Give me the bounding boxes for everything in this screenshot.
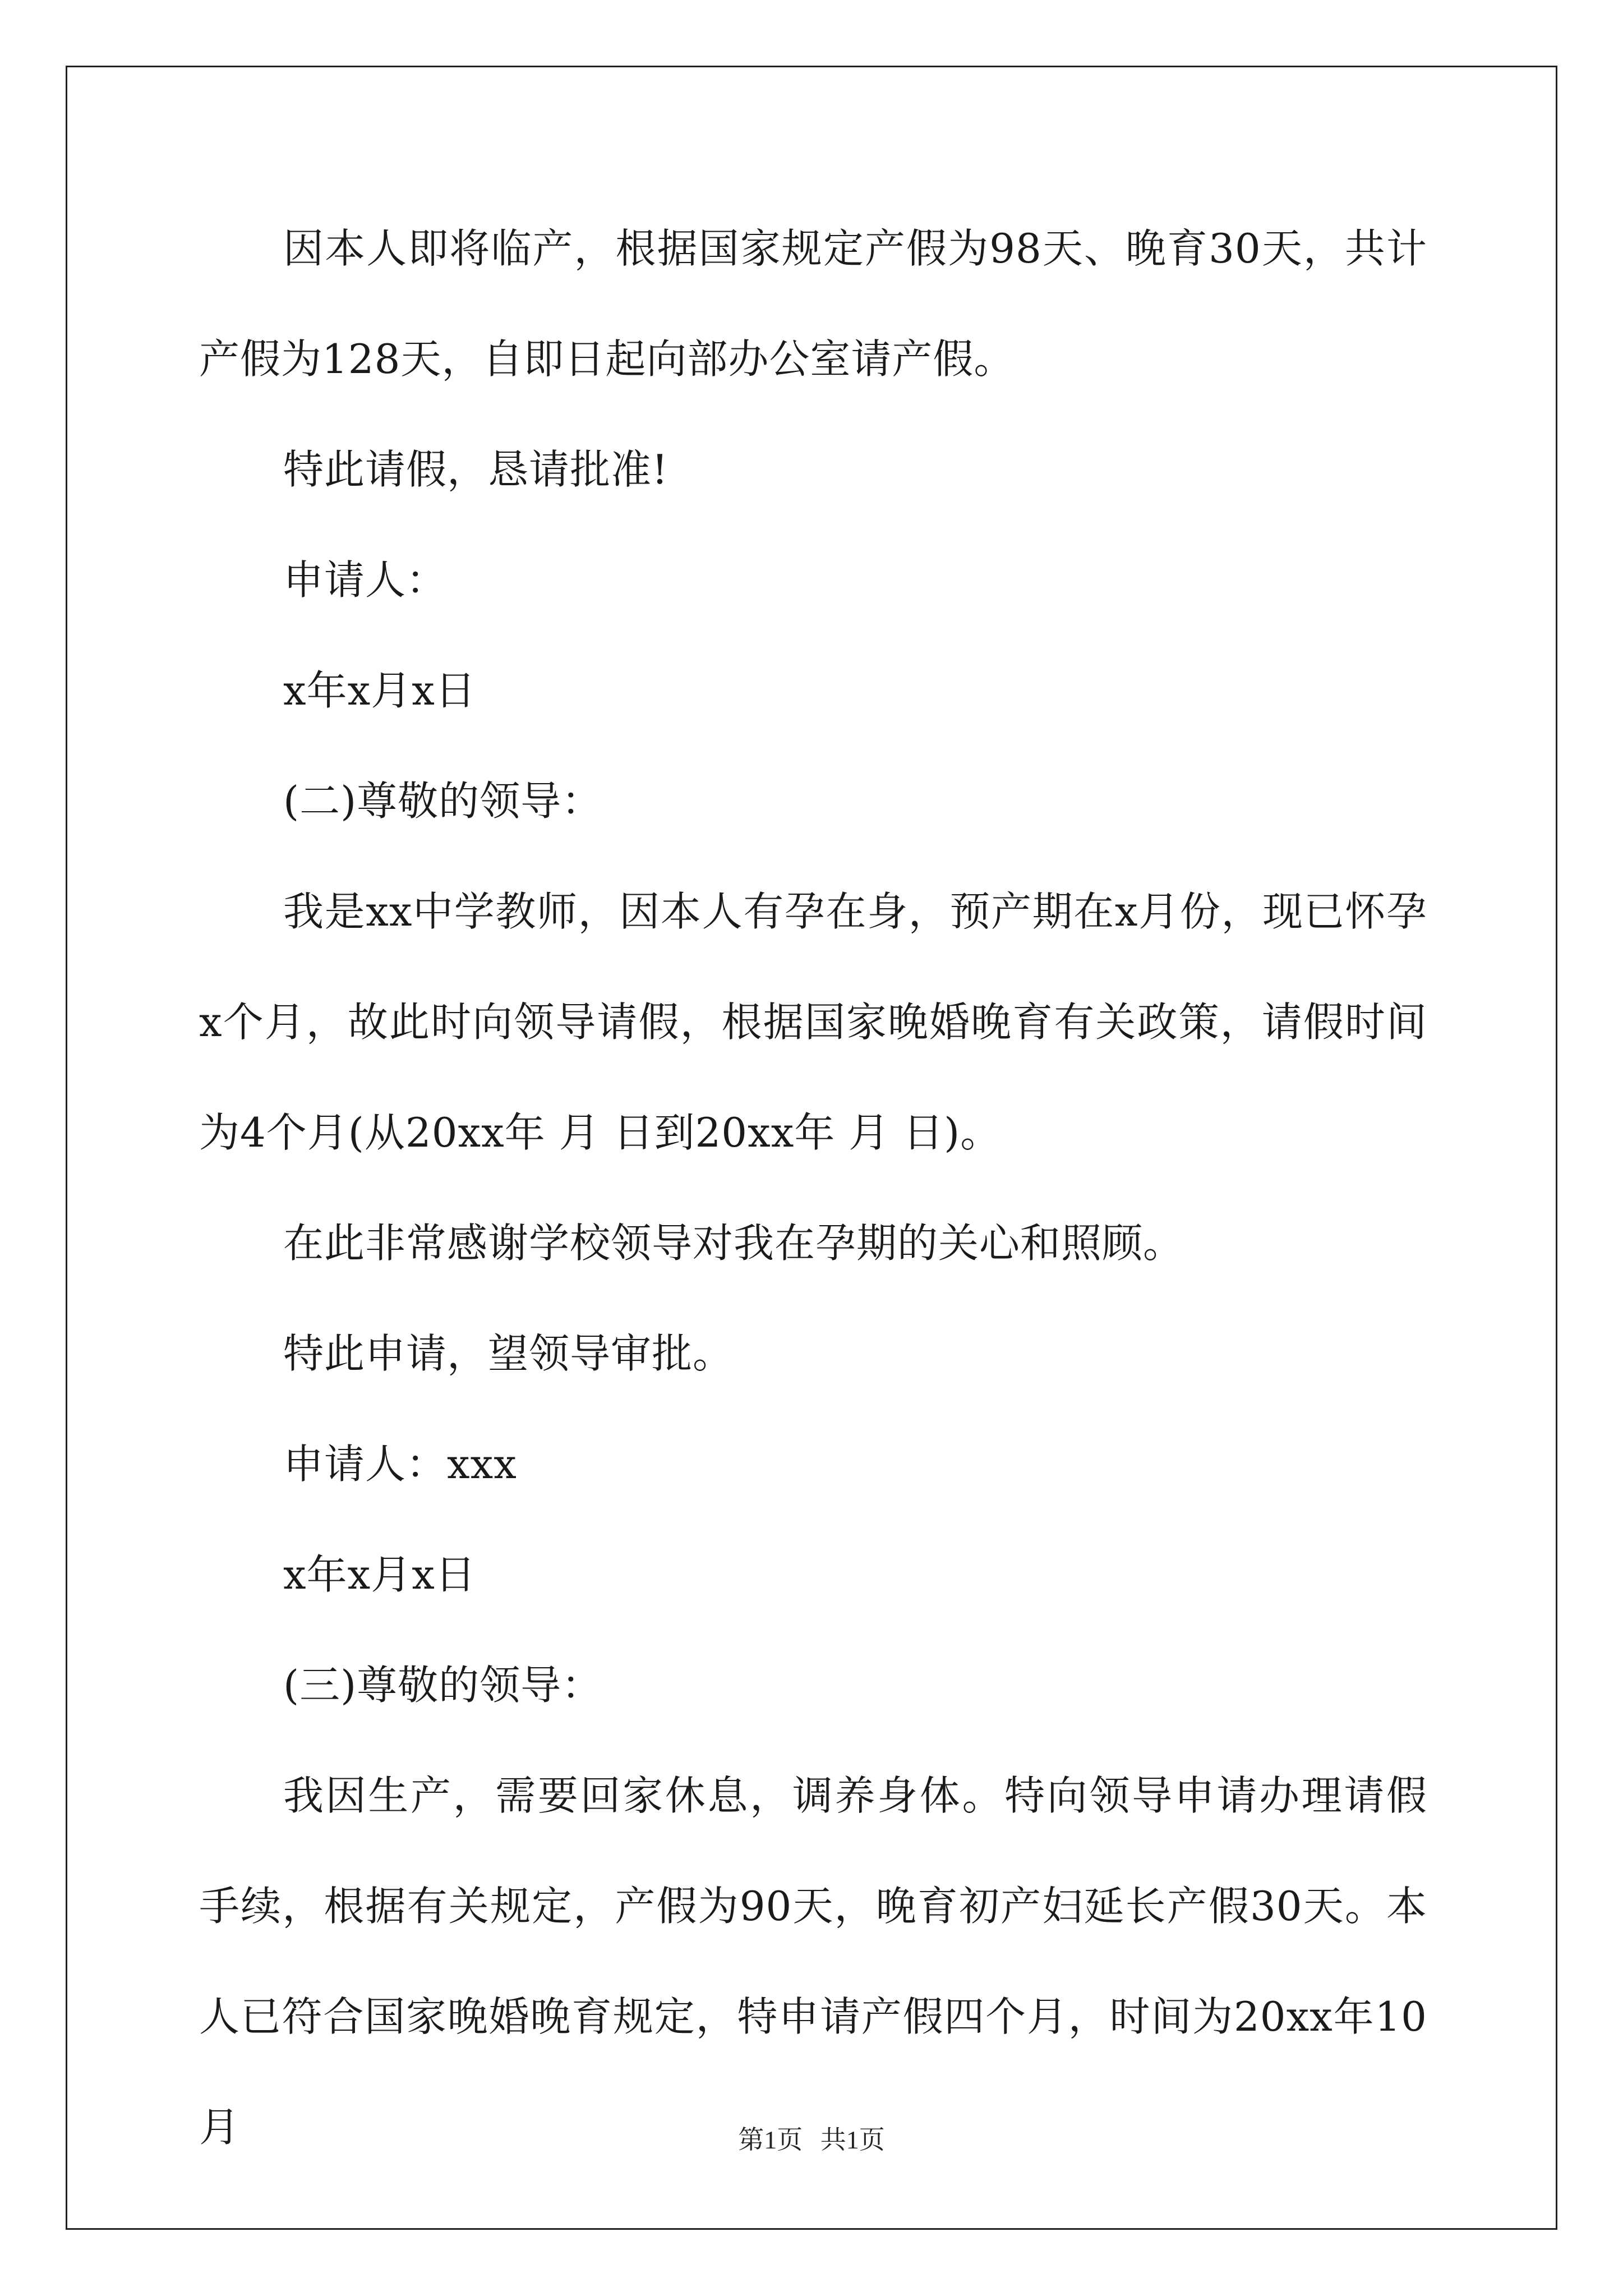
paragraph-date-two: x年x月x日	[283, 1551, 476, 1598]
document-body	[199, 194, 1427, 2183]
paragraph-applicant: 申请人：	[283, 556, 448, 604]
paragraph-teacher-leave-request: 我是xx中学教师，因本人有孕在身，预产期在x月份，现已怀孕x个月，故此时向领导请假，根据国家晚婚晚育有关政策，请假时间为4个月(从20xx年 月 日到20xx年 月 日)。	[199, 888, 1427, 1156]
paragraph-thanks: 在此非常感谢学校领导对我在孕期的关心和照顾。	[283, 1220, 1184, 1267]
paragraph-approval-request-two: 特此申请，望领导审批。	[283, 1330, 734, 1377]
paragraph-date: x年x月x日	[283, 667, 476, 714]
paragraph-maternity-leave-request: 因本人即将临产，根据国家规定产假为98天、晚育30天，共计产假为128天，自即日起向部办公室请产假。	[199, 225, 1427, 383]
section-heading-two: (二)尊敬的领导：	[283, 777, 603, 825]
section-heading-three: (三)尊敬的领导：	[283, 1662, 603, 1709]
paragraph-approval-request: 特此请假，恳请批准!	[283, 446, 668, 493]
paragraph-leave-request-three: 我因生产，需要回家休息，调养身体。特向领导申请办理请假手续，根据有关规定，产假为90天，晚育初产妇延长产假30天。本人已符合国家晚婚晚育规定，特申请产假四个月，时间为20xx年10月	[199, 1772, 1427, 2151]
page-number: 第1页	[738, 2125, 803, 2154]
page-footer	[0, 2119, 1623, 2156]
page-total: 共1页	[820, 2125, 885, 2154]
paragraph-applicant-two: 申请人：xxx	[283, 1441, 517, 1488]
